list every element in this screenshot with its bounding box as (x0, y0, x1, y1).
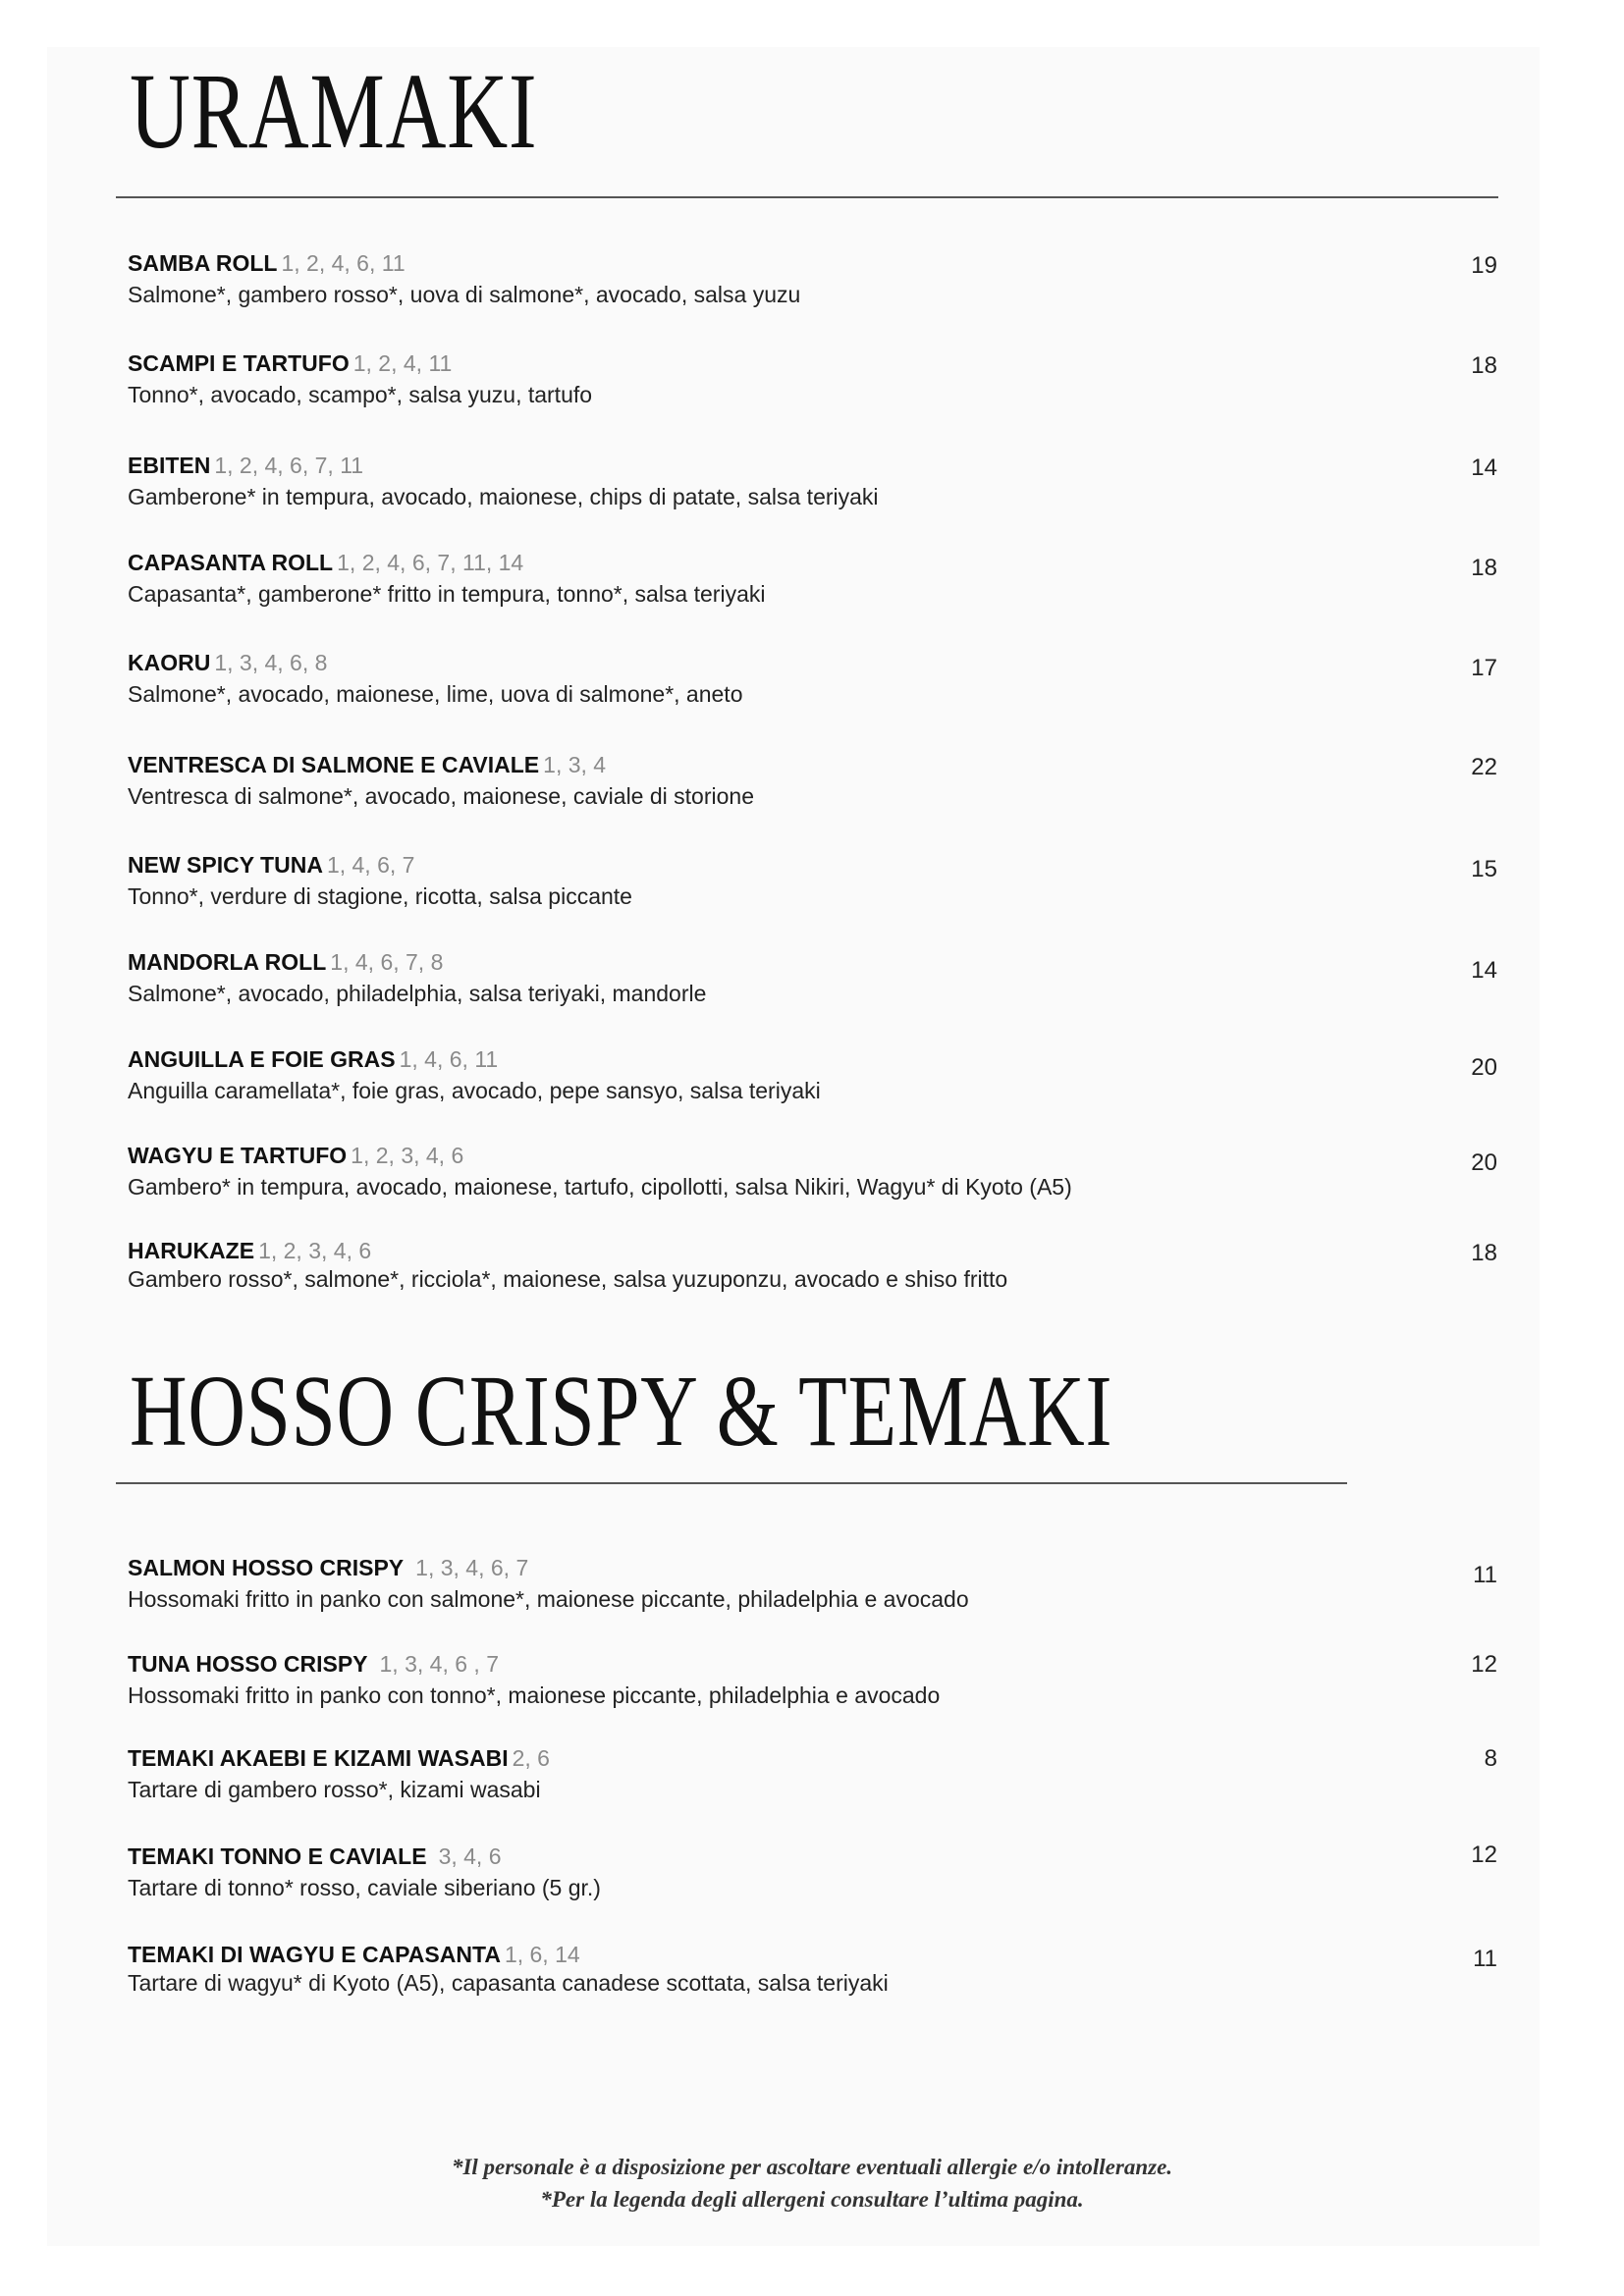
item-price: 17 (1471, 655, 1497, 681)
item-price: 18 (1471, 1240, 1497, 1266)
section-divider (116, 196, 1498, 198)
item-price: 19 (1471, 252, 1497, 279)
item-allergens: 1, 4, 6, 7 (326, 852, 415, 878)
item-description: Tartare di wagyu* di Kyoto (A5), capasanta canadese scottata, salsa teriyaki (128, 1970, 889, 1996)
item-description: Tartare di tonno* rosso, caviale siberiano (5 gr.) (128, 1875, 601, 1900)
item-name: TEMAKI DI WAGYU E CAPASANTA (128, 1942, 501, 1967)
item-price: 14 (1471, 454, 1497, 481)
item-name: HARUKAZE (128, 1238, 255, 1263)
item-price: 18 (1471, 555, 1497, 581)
item-description: Hossomaki fritto in panko con salmone*, maionese piccante, philadelphia e avocado (128, 1586, 969, 1612)
item-allergens: 1, 3, 4 (543, 752, 607, 777)
item-name: TUNA HOSSO CRISPY (128, 1651, 368, 1677)
section-title-hosso-crispy-temaki: HOSSO CRISPY & TEMAKI (130, 1355, 1113, 1468)
menu-item (128, 750, 1502, 828)
item-description: Hossomaki fritto in panko con tonno*, maionese piccante, philadelphia e avocado (128, 1682, 941, 1708)
item-name: TEMAKI TONNO E CAVIALE (128, 1843, 427, 1869)
item-name: NEW SPICY TUNA (128, 852, 323, 878)
item-allergens: 1, 2, 3, 4, 6 (258, 1238, 372, 1263)
menu-item (128, 348, 1502, 427)
item-name: SALMON HOSSO CRISPY (128, 1555, 405, 1580)
item-description: Capasanta*, gamberone* fritto in tempura, tonno*, salsa teriyaki (128, 581, 766, 607)
section-divider (116, 1482, 1347, 1484)
item-name: VENTRESCA DI SALMONE E CAVIALE (128, 752, 540, 777)
menu-item (128, 451, 1502, 529)
item-name: CAPASANTA ROLL (128, 550, 334, 575)
item-name: SCAMPI E TARTUFO (128, 350, 350, 376)
item-price: 11 (1473, 1562, 1497, 1588)
item-price: 8 (1484, 1745, 1497, 1772)
item-allergens: 1, 2, 4, 6, 11 (281, 250, 406, 276)
item-allergens: 1, 2, 3, 4, 6 (351, 1143, 464, 1168)
item-price: 20 (1471, 1149, 1497, 1176)
item-allergens: 1, 2, 4, 11 (352, 350, 453, 376)
menu-item (128, 1141, 1502, 1219)
item-name: WAGYU E TARTUFO (128, 1143, 348, 1168)
item-price: 20 (1471, 1054, 1497, 1081)
item-allergens: 1, 6, 14 (504, 1942, 580, 1967)
item-allergens: 1, 3, 4, 6, 8 (214, 650, 328, 675)
menu-item (128, 1940, 1502, 2018)
item-description: Tonno*, verdure di stagione, ricotta, salsa piccante (128, 883, 632, 909)
item-description: Salmone*, avocado, maionese, lime, uova di salmone*, aneto (128, 681, 743, 707)
menu-item (128, 1743, 1502, 1822)
item-description: Tartare di gambero rosso*, kizami wasabi (128, 1777, 541, 1802)
item-description: Salmone*, gambero rosso*, uova di salmone*, avocado, salsa yuzu (128, 282, 801, 307)
allergen-legend-note: *Per la legenda degli allergeni consultare l’ultima pagina. (540, 2187, 1084, 2212)
menu-item (128, 548, 1502, 626)
item-allergens: 1, 4, 6, 11 (399, 1046, 499, 1072)
menu-item (128, 648, 1502, 726)
item-allergens: 1, 3, 4, 6, 7 (415, 1555, 529, 1580)
menu-item (128, 1044, 1502, 1123)
item-description: Gamberone* in tempura, avocado, maionese, chips di patate, salsa teriyaki (128, 484, 879, 509)
item-allergens: 2, 6 (512, 1745, 550, 1771)
menu-item (128, 850, 1502, 929)
item-name: EBITEN (128, 453, 211, 478)
allergy-notice: *Il personale è a disposizione per ascoltare eventuali allergie e/o intolleranze. (451, 2155, 1173, 2179)
item-name: TEMAKI AKAEBI E KIZAMI WASABI (128, 1745, 509, 1771)
menu-item (128, 248, 1502, 327)
item-name: ANGUILLA E FOIE GRAS (128, 1046, 396, 1072)
item-price: 12 (1471, 1651, 1497, 1678)
item-price: 15 (1471, 856, 1497, 882)
item-allergens: 1, 3, 4, 6 , 7 (379, 1651, 499, 1677)
item-description: Gambero* in tempura, avocado, maionese, tartufo, cipollotti, salsa Nikiri, Wagyu* di Kyoto (A5) (128, 1174, 1072, 1200)
section-title-uramaki: URAMAKI (130, 51, 538, 171)
item-allergens: 1, 2, 4, 6, 7, 11 (214, 453, 364, 478)
item-allergens: 1, 2, 4, 6, 7, 11, 14 (337, 550, 524, 575)
item-name: SAMBA ROLL (128, 250, 278, 276)
item-description: Anguilla caramellata*, foie gras, avocado, pepe sansyo, salsa teriyaki (128, 1078, 821, 1103)
item-price: 12 (1471, 1842, 1497, 1868)
item-description: Ventresca di salmone*, avocado, maionese, caviale di storione (128, 783, 754, 809)
item-name: KAORU (128, 650, 211, 675)
item-allergens: 3, 4, 6 (438, 1843, 502, 1869)
item-price: 22 (1471, 754, 1497, 780)
menu-item (128, 1553, 1502, 1631)
menu-item (128, 1236, 1502, 1314)
item-description: Gambero rosso*, salmone*, ricciola*, maionese, salsa yuzuponzu, avocado e shiso fritto (128, 1266, 1008, 1292)
item-description: Salmone*, avocado, philadelphia, salsa teriyaki, mandorle (128, 981, 707, 1006)
item-price: 14 (1471, 957, 1497, 984)
item-price: 18 (1471, 352, 1497, 379)
menu-item (128, 1649, 1502, 1728)
item-description: Tonno*, avocado, scampo*, salsa yuzu, tartufo (128, 382, 593, 407)
item-price: 11 (1473, 1946, 1497, 1972)
menu-item (128, 1842, 1502, 1920)
item-allergens: 1, 4, 6, 7, 8 (330, 949, 444, 975)
item-name: MANDORLA ROLL (128, 949, 327, 975)
menu-item (128, 947, 1502, 1026)
